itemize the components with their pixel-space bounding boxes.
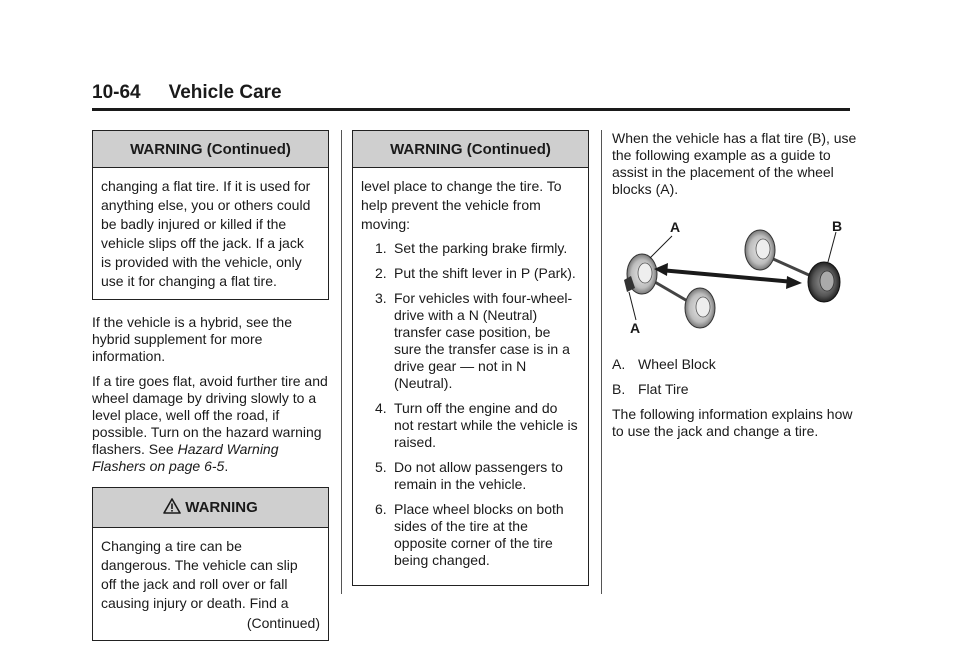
rear-right-tire <box>685 288 715 328</box>
column-1 <box>92 130 329 655</box>
warning-body <box>93 168 328 299</box>
label-a-top: A <box>670 219 681 235</box>
warning-line: is provided with the vehicle, only <box>101 254 302 270</box>
steps-list <box>361 240 580 569</box>
warning-line: changing a flat tire. If it is used for <box>101 178 311 194</box>
leader-line <box>650 236 672 258</box>
warning-line: use it for changing a flat tire. <box>101 273 277 289</box>
leader-line <box>828 232 836 262</box>
column-divider <box>341 130 342 594</box>
intro-paragraph: When the vehicle has a flat tire (B), use the following example as a guide to assist in the placement of the wheel blocks (A). <box>612 130 857 197</box>
page-number: 10-64 <box>92 82 141 103</box>
warning-body <box>93 528 328 640</box>
warning-heading: WARNING (Continued) <box>353 131 588 168</box>
warning-box <box>92 487 329 641</box>
label-b: B <box>832 218 843 234</box>
warning-text <box>101 537 320 613</box>
column-divider <box>601 130 602 594</box>
outro-paragraph: The following information explains how to use the jack and change a tire. <box>612 406 853 439</box>
warning-intro: level place to change the tire. To help prevent the vehicle from moving: <box>361 178 562 232</box>
page-header <box>92 82 850 111</box>
warning-text <box>101 177 320 291</box>
warning-line: Changing a tire can be <box>101 538 242 554</box>
list-item: 3. For vehicles with four-wheel-drive with a N (Neutral) transfer case position, be sure the transfer case is in a drive gear — not in N (Neutral). <box>375 290 573 391</box>
list-item: 2. Put the shift lever in P (Park). <box>375 265 576 281</box>
warning-line: off the jack and roll over or fall <box>101 576 288 592</box>
warning-line: dangerous. The vehicle can slip <box>101 557 298 573</box>
warning-body <box>353 168 588 585</box>
warning-box-continued <box>92 130 329 300</box>
front-left-tire <box>745 230 775 270</box>
column-3 <box>612 130 862 448</box>
wheel-block-diagram <box>614 218 862 338</box>
section-title: Vehicle Care <box>168 82 282 103</box>
list-item: 4. Turn off the engine and do not restart while the vehicle is raised. <box>375 400 578 450</box>
list-item: 1. Set the parking brake firmly. <box>375 240 568 256</box>
diagram-legend <box>612 356 862 398</box>
leader-line <box>629 292 636 320</box>
diagonal-arrow <box>660 270 794 282</box>
header-rule <box>92 108 850 111</box>
arrow-head-right <box>786 276 802 289</box>
warning-line: be badly injured or killed if the <box>101 216 287 232</box>
warning-heading: WARNING <box>93 488 328 528</box>
warning-line: anything else, you or others could <box>101 197 311 213</box>
legend-item: A. Wheel Block <box>612 356 716 372</box>
column-2 <box>352 130 589 600</box>
legend-item: B. Flat Tire <box>612 381 689 397</box>
label-a-bottom: A <box>630 320 641 336</box>
warning-line: causing injury or death. Find a <box>101 595 289 611</box>
warning-triangle-icon <box>163 498 181 518</box>
list-item: 5. Do not allow passengers to remain in the vehicle. <box>375 459 563 492</box>
list-item: 6. Place wheel blocks on both sides of the tire at the opposite corner of the tire being changed. <box>375 501 564 568</box>
cross-reference-link[interactable]: Hazard Warning Flashers on page 6-5 <box>92 441 279 474</box>
diagram-illustration <box>614 222 862 338</box>
flat-tire <box>808 262 840 302</box>
warning-box-continued <box>352 130 589 586</box>
warning-line: vehicle slips off the jack. If a jack <box>101 235 304 251</box>
hybrid-paragraph: If the vehicle is a hybrid, see the hybrid supplement for more information. <box>92 314 292 364</box>
warning-heading: WARNING (Continued) <box>93 131 328 168</box>
continued-label: (Continued) <box>246 615 320 631</box>
flat-tire-paragraph: If a tire goes flat, avoid further tire and wheel damage by driving slowly to a level place, well off the road, if possible. Turn on the hazard warning flashers. See Hazard Warning Flashers on page 6-5. <box>92 373 328 474</box>
